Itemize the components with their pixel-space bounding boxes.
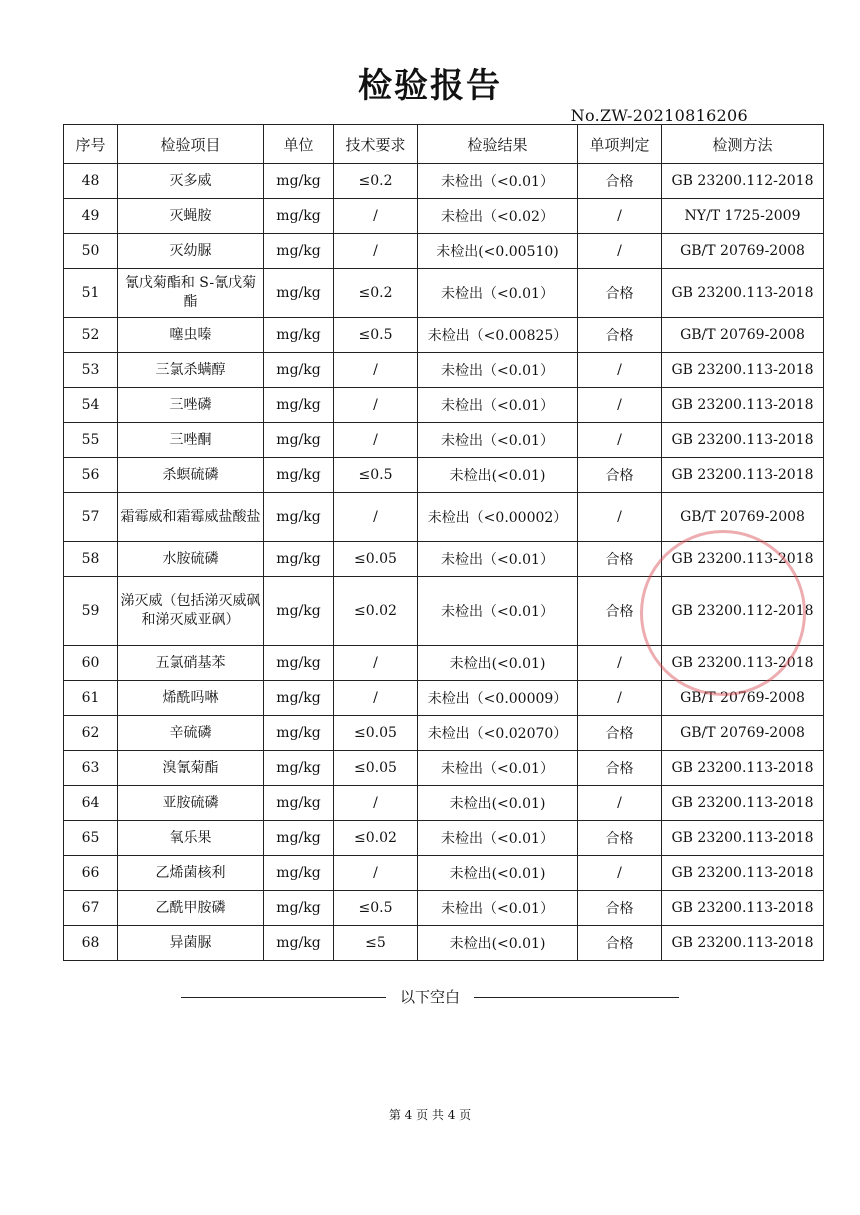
header-item: 检验项目 [118, 125, 264, 164]
header-judgement: 单项判定 [578, 125, 662, 164]
row-unit: mg/kg [264, 318, 334, 353]
row-requirement: ≤0.2 [334, 269, 418, 318]
row-method: GB 23200.113-2018 [662, 388, 824, 423]
row-result: 未检出(<0.01) [418, 786, 578, 821]
table-row [64, 681, 824, 716]
table-row [64, 458, 824, 493]
row-no: 59 [64, 577, 118, 646]
table-row [64, 891, 824, 926]
row-result: 未检出（<0.01） [418, 891, 578, 926]
table-row [64, 199, 824, 234]
row-item: 霜霉威和霜霉威盐酸盐 [118, 493, 264, 542]
table-row [64, 353, 824, 388]
row-judgement: 合格 [578, 458, 662, 493]
table-row [64, 577, 824, 646]
row-judgement: 合格 [578, 318, 662, 353]
row-result: 未检出（<0.01） [418, 821, 578, 856]
row-item: 灭幼脲 [118, 234, 264, 269]
row-result: 未检出(<0.01) [418, 646, 578, 681]
row-no: 48 [64, 164, 118, 199]
row-unit: mg/kg [264, 493, 334, 542]
row-item: 烯酰吗啉 [118, 681, 264, 716]
row-unit: mg/kg [264, 646, 334, 681]
row-unit: mg/kg [264, 423, 334, 458]
row-requirement: / [334, 681, 418, 716]
row-judgement: 合格 [578, 751, 662, 786]
row-no: 60 [64, 646, 118, 681]
row-judgement: / [578, 234, 662, 269]
row-result: 未检出（<0.01） [418, 751, 578, 786]
row-method: GB 23200.113-2018 [662, 646, 824, 681]
header-result: 检验结果 [418, 125, 578, 164]
row-method: GB/T 20769-2008 [662, 716, 824, 751]
row-item: 三唑磷 [118, 388, 264, 423]
row-requirement: ≤0.5 [334, 318, 418, 353]
row-no: 51 [64, 269, 118, 318]
row-requirement: ≤0.5 [334, 891, 418, 926]
row-item: 灭多威 [118, 164, 264, 199]
row-unit: mg/kg [264, 577, 334, 646]
table-header-row [64, 125, 824, 164]
row-no: 55 [64, 423, 118, 458]
row-unit: mg/kg [264, 234, 334, 269]
row-no: 67 [64, 891, 118, 926]
header-requirement: 技术要求 [334, 125, 418, 164]
page-indicator: 第 4 页 共 4 页 [388, 1108, 472, 1122]
row-item: 辛硫磷 [118, 716, 264, 751]
row-method: GB 23200.113-2018 [662, 542, 824, 577]
row-requirement: ≤0.02 [334, 577, 418, 646]
row-requirement: / [334, 646, 418, 681]
row-unit: mg/kg [264, 751, 334, 786]
row-requirement: / [334, 423, 418, 458]
table-row [64, 716, 824, 751]
table-row [64, 423, 824, 458]
row-unit: mg/kg [264, 269, 334, 318]
row-judgement: / [578, 353, 662, 388]
row-no: 49 [64, 199, 118, 234]
row-method: GB 23200.113-2018 [662, 926, 824, 961]
row-result: 未检出（<0.01） [418, 164, 578, 199]
table-row [64, 164, 824, 199]
row-judgement: / [578, 681, 662, 716]
row-item: 溴氰菊酯 [118, 751, 264, 786]
row-item: 乙烯菌核利 [118, 856, 264, 891]
row-unit: mg/kg [264, 926, 334, 961]
row-item: 噻虫嗪 [118, 318, 264, 353]
row-judgement: / [578, 199, 662, 234]
row-requirement: / [334, 493, 418, 542]
header-unit: 单位 [264, 125, 334, 164]
row-unit: mg/kg [264, 821, 334, 856]
table-row [64, 493, 824, 542]
row-item: 氧乐果 [118, 821, 264, 856]
row-judgement: / [578, 388, 662, 423]
table-row [64, 856, 824, 891]
table-row [64, 786, 824, 821]
row-judgement: 合格 [578, 542, 662, 577]
row-result: 未检出（<0.00009） [418, 681, 578, 716]
row-unit: mg/kg [264, 164, 334, 199]
divider [181, 997, 386, 998]
row-requirement: ≤0.05 [334, 751, 418, 786]
row-unit: mg/kg [264, 856, 334, 891]
row-result: 未检出(<0.00510) [418, 234, 578, 269]
row-result: 未检出（<0.01） [418, 577, 578, 646]
row-method: GB/T 20769-2008 [662, 681, 824, 716]
row-unit: mg/kg [264, 388, 334, 423]
row-no: 66 [64, 856, 118, 891]
row-judgement: 合格 [578, 577, 662, 646]
row-judgement: 合格 [578, 926, 662, 961]
row-judgement: 合格 [578, 716, 662, 751]
row-no: 62 [64, 716, 118, 751]
row-item: 三唑酮 [118, 423, 264, 458]
row-no: 63 [64, 751, 118, 786]
table-row [64, 646, 824, 681]
row-no: 68 [64, 926, 118, 961]
report-number: No.ZW-20210816206 [570, 106, 748, 125]
row-item: 灭蝇胺 [118, 199, 264, 234]
row-unit: mg/kg [264, 786, 334, 821]
row-unit: mg/kg [264, 458, 334, 493]
blank-note-text: 以下空白 [399, 988, 460, 1006]
row-method: NY/T 1725-2009 [662, 199, 824, 234]
row-unit: mg/kg [264, 542, 334, 577]
row-judgement: 合格 [578, 164, 662, 199]
row-method: GB 23200.113-2018 [662, 821, 824, 856]
row-method: GB 23200.113-2018 [662, 269, 824, 318]
row-judgement: / [578, 646, 662, 681]
row-requirement: ≤0.05 [334, 716, 418, 751]
row-requirement: / [334, 353, 418, 388]
row-judgement: 合格 [578, 891, 662, 926]
row-item: 乙酰甲胺磷 [118, 891, 264, 926]
row-no: 64 [64, 786, 118, 821]
results-table [63, 124, 824, 961]
row-method: GB/T 20769-2008 [662, 318, 824, 353]
row-judgement: / [578, 423, 662, 458]
row-method: GB 23200.113-2018 [662, 856, 824, 891]
row-no: 56 [64, 458, 118, 493]
row-requirement: ≤0.2 [334, 164, 418, 199]
row-no: 57 [64, 493, 118, 542]
row-unit: mg/kg [264, 891, 334, 926]
row-method: GB/T 20769-2008 [662, 234, 824, 269]
row-method: GB 23200.112-2018 [662, 577, 824, 646]
row-unit: mg/kg [264, 199, 334, 234]
row-requirement: / [334, 199, 418, 234]
row-result: 未检出（<0.01） [418, 388, 578, 423]
row-no: 53 [64, 353, 118, 388]
row-result: 未检出（<0.01） [418, 353, 578, 388]
row-result: 未检出(<0.01) [418, 458, 578, 493]
row-result: 未检出(<0.01) [418, 856, 578, 891]
row-judgement: / [578, 786, 662, 821]
row-result: 未检出（<0.01） [418, 542, 578, 577]
row-unit: mg/kg [264, 681, 334, 716]
divider [474, 997, 679, 998]
table-row [64, 234, 824, 269]
row-item: 五氯硝基苯 [118, 646, 264, 681]
row-item: 亚胺硫磷 [118, 786, 264, 821]
blank-below-note [0, 986, 860, 1007]
row-no: 50 [64, 234, 118, 269]
row-judgement: 合格 [578, 821, 662, 856]
table-row [64, 269, 824, 318]
row-method: GB 23200.113-2018 [662, 751, 824, 786]
row-item: 异菌脲 [118, 926, 264, 961]
row-result: 未检出（<0.01） [418, 423, 578, 458]
row-judgement: / [578, 493, 662, 542]
row-method: GB 23200.113-2018 [662, 458, 824, 493]
row-no: 52 [64, 318, 118, 353]
row-requirement: / [334, 856, 418, 891]
table-row [64, 542, 824, 577]
row-item: 三氯杀螨醇 [118, 353, 264, 388]
row-method: GB 23200.113-2018 [662, 423, 824, 458]
report-title: 检验报告 [358, 66, 502, 106]
row-no: 58 [64, 542, 118, 577]
row-no: 65 [64, 821, 118, 856]
row-item: 水胺硫磷 [118, 542, 264, 577]
row-requirement: ≤0.05 [334, 542, 418, 577]
row-requirement: ≤5 [334, 926, 418, 961]
row-requirement: ≤0.02 [334, 821, 418, 856]
row-method: GB 23200.113-2018 [662, 891, 824, 926]
row-requirement: / [334, 234, 418, 269]
row-result: 未检出（<0.01） [418, 269, 578, 318]
header-no: 序号 [64, 125, 118, 164]
table-row [64, 821, 824, 856]
row-unit: mg/kg [264, 716, 334, 751]
table-row [64, 926, 824, 961]
row-result: 未检出(<0.01) [418, 926, 578, 961]
row-judgement: 合格 [578, 269, 662, 318]
row-result: 未检出（<0.02） [418, 199, 578, 234]
row-judgement: / [578, 856, 662, 891]
row-item: 杀螟硫磷 [118, 458, 264, 493]
row-item: 氰戊菊酯和 S-氰戊菊酯 [118, 269, 264, 318]
table-row [64, 751, 824, 786]
header-method: 检测方法 [662, 125, 824, 164]
row-unit: mg/kg [264, 353, 334, 388]
row-requirement: / [334, 786, 418, 821]
row-result: 未检出（<0.02070） [418, 716, 578, 751]
row-no: 61 [64, 681, 118, 716]
row-requirement: / [334, 388, 418, 423]
row-method: GB 23200.113-2018 [662, 786, 824, 821]
table-row [64, 318, 824, 353]
table-row [64, 388, 824, 423]
row-method: GB 23200.112-2018 [662, 164, 824, 199]
row-method: GB/T 20769-2008 [662, 493, 824, 542]
row-item: 涕灭威（包括涕灭威砜和涕灭威亚砜） [118, 577, 264, 646]
row-method: GB 23200.113-2018 [662, 353, 824, 388]
row-result: 未检出（<0.00825） [418, 318, 578, 353]
row-no: 54 [64, 388, 118, 423]
row-result: 未检出（<0.00002） [418, 493, 578, 542]
row-requirement: ≤0.5 [334, 458, 418, 493]
